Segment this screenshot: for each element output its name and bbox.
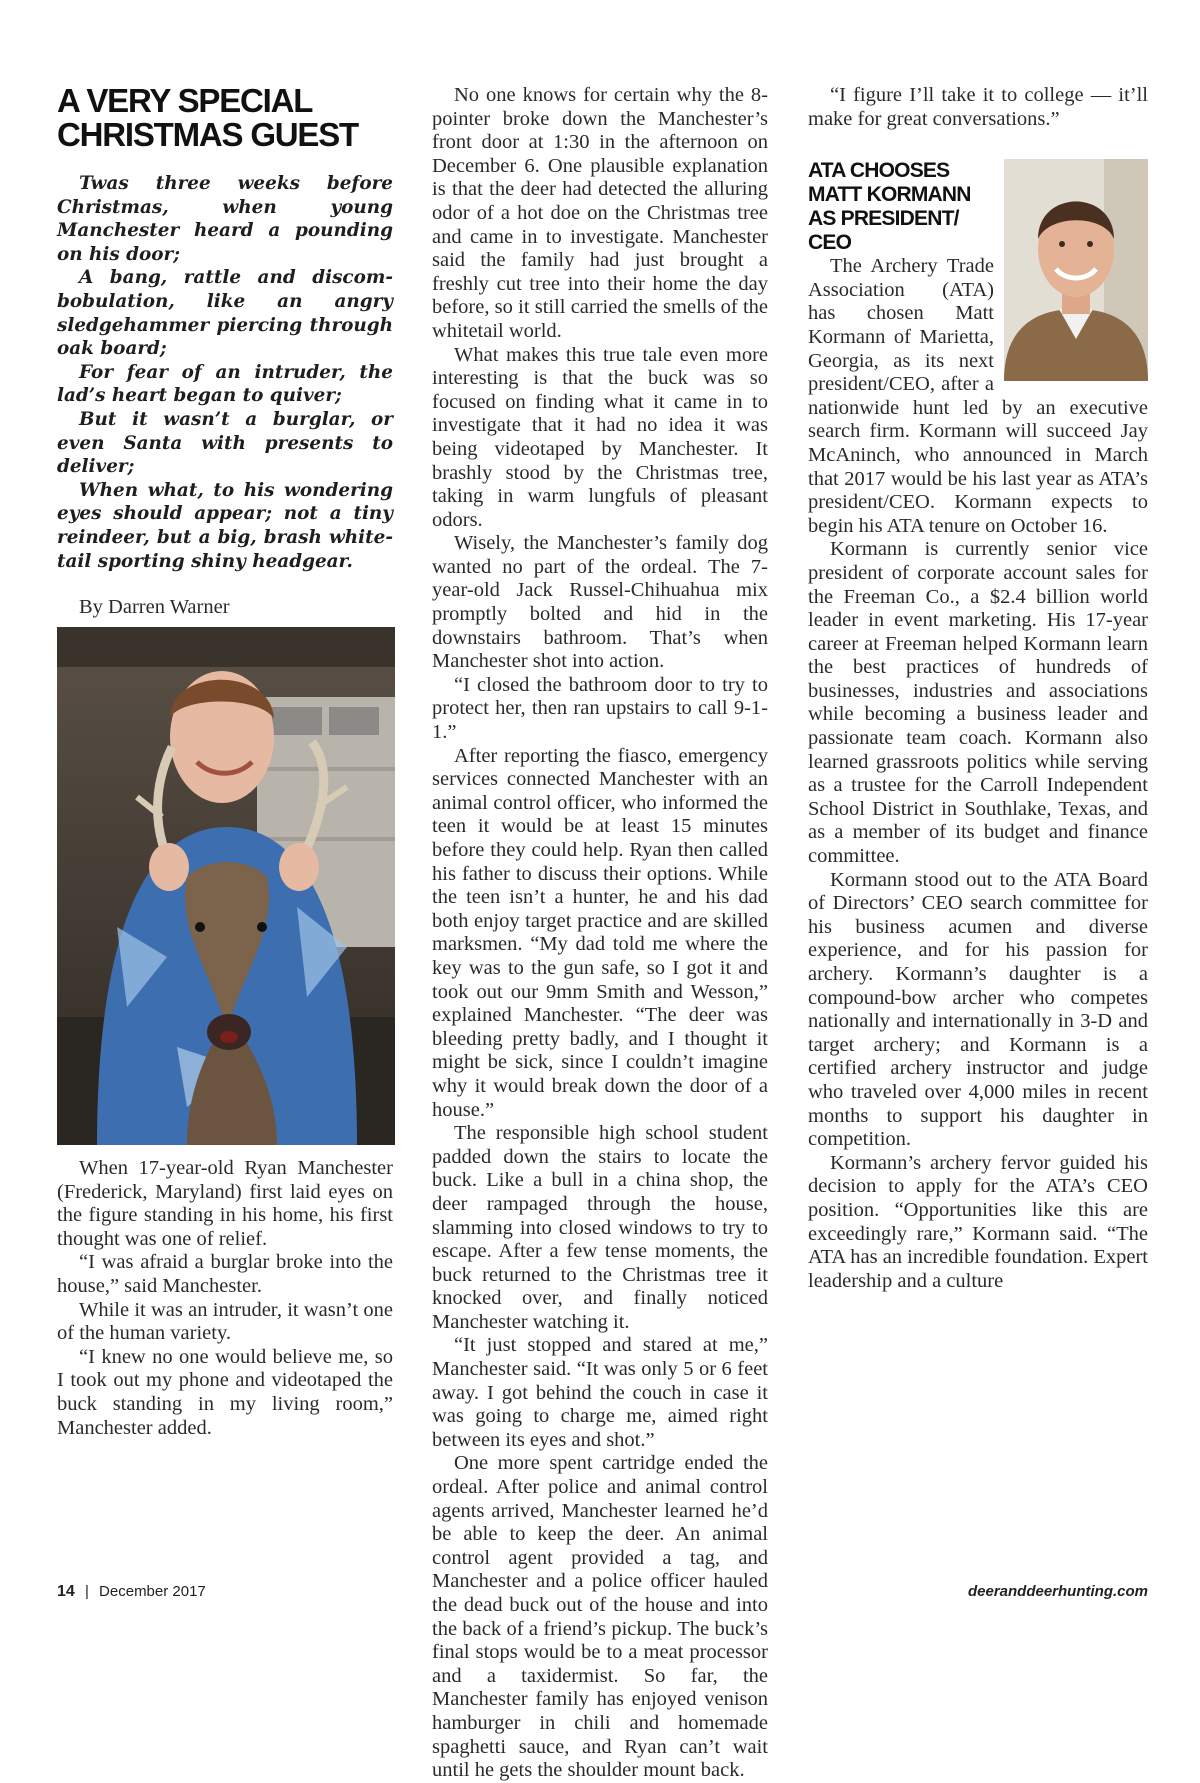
sidebar-paragraph: Kormann stood out to the ATA Board of Directors’ CEO search committee for his business acumen and diverse experience, and for his passion for archery. Kormann’s daughter is a compound-bow archer who competes nationally and internationally in 3-D and target archery; and Kormann is a certified archery instructor and judge who traveled over 4,000 miles in recent months to support his daughter in competition. bbox=[808, 868, 1148, 1151]
sidebar-story bbox=[808, 159, 1148, 538]
intro-poem bbox=[57, 172, 393, 573]
footer-separator: | bbox=[84, 1583, 89, 1600]
article-paragraph: No one knows for certain why the 8-pointer broke down the Manchester’s front door at 1:30 in the afternoon on December 6. One plausible explanation is that the deer had detected the alluring odor of a hot doe on the Christmas tree and came in to investigate. Manchester said the family had just brought a freshly cut tree into their home the day before, so it still carried the smells of the whitetail world. bbox=[432, 84, 768, 342]
sidebar-paragraph: Kormann is currently senior vice president of corporate account sales for the Freeman Co., a $2.4 billion world leader in event marketing. His 17-year career at Freeman helped Kormann learn the best practices of hundreds of businesses, industries and associations while becoming a business leader and passionate team coach. Kormann also learned grassroots politics while serving as a trustee for the Carroll Independent School District in Southlake, Texas, and as a member of its budget and finance committee. bbox=[808, 538, 1148, 868]
deer-photo-illustration bbox=[57, 627, 395, 1145]
issue-date: December 2017 bbox=[99, 1583, 206, 1600]
website-url: deeranddeerhunting.com bbox=[967, 1583, 1148, 1600]
article-paragraph: “I figure I’ll take it to college — it’ll make for great conversations.” bbox=[808, 84, 1148, 130]
portrait-illustration bbox=[1004, 159, 1148, 381]
article-paragraph: After reporting the fiasco, emergency services connected Manchester with an animal control officer, who informed the teen it would be at least 15 minutes before they could help. Ryan then called his father to discuss their options. While the teen isn’t a hunter, he and his dad both enjoy target practice and are skilled marksmen. “My dad told me where the key was to the gun safe, so I got it and took out our 9mm Smith and Wesson,” explained Manchester. “The deer was bleeding pretty badly, and I thought it might be sick, since I couldn’t imagine why it would break down the door of a house.” bbox=[432, 744, 768, 1121]
poem-stanza: When what, to his wondering eyes should appear; not a tiny reindeer, but a big, brash whitetail sporting shiny headgear. bbox=[57, 479, 393, 572]
article-paragraph: What makes this true tale even more interesting is that the buck was so focused on finding what it came in to investigate that it had no idea it was being videotaped by Manchester. It brashly stood by the Christmas tree, taking in warm lungfuls of pleasant odors. bbox=[432, 343, 768, 531]
article-paragraph: “I closed the bathroom door to try to protect her, then ran upstairs to call 9-1-1.” bbox=[432, 673, 768, 744]
article-paragraph: When 17-year-old Ryan Manchester (Frederick, Maryland) first laid eyes on the figure standing in his home, his first thought was one of relief. bbox=[57, 1157, 393, 1250]
page-number: 14 bbox=[57, 1583, 75, 1600]
article-headline: A VERY SPECIAL CHRISTMAS GUEST bbox=[57, 82, 359, 153]
page-footer-left bbox=[57, 1583, 206, 1601]
sidebar-paragraph: The Archery Trade Association (ATA) has chosen Matt Kormann of Marietta, Georgia, as its next president/CEO, after a nationwide hunt led by an executive search firm. Kormann will succeed Jay McAninch, who announced in March that 2017 would be his last year as ATA’s president/CEO. Kormann expects to begin his ATA tenure on October 16. bbox=[808, 255, 1148, 537]
article-paragraph: “I knew no one would believe me, so I took out my phone and videotaped the buck standing in my living room,” Manchester added. bbox=[57, 1345, 393, 1439]
article-paragraph: One more spent cartridge ended the ordeal. After police and animal control agents arrived, Manchester learned he’d be able to keep the deer. An animal control agent provided a tag, and Manchester and a police officer hauled the dead buck out of the house and into the back of a friend’s pickup. The buck’s final stops would be to a meat processor and a taxidermist. So far, the Manchester family has enjoyed venison hamburger in chili and homemade spaghetti sauce, and Ryan can’t wait until he gets the shoulder mount back. bbox=[432, 1452, 768, 1782]
poem-stanza: Twas three weeks before Christmas, when young Manchester heard a pounding on his door; bbox=[57, 173, 393, 265]
article-column-1 bbox=[57, 84, 393, 1440]
article-column-2 bbox=[432, 84, 768, 1783]
article-paragraph: “I was afraid a burglar broke into the house,” said Manchester. bbox=[57, 1251, 393, 1298]
deer-photo bbox=[57, 627, 395, 1145]
article-paragraph: “It just stopped and stared at me,” Manchester said. “It was only 5 or 6 feet away. I got behind the couch in case it was going to charge me, aimed right between its eyes and shot.” bbox=[432, 1334, 768, 1451]
poem-stanza: But it wasn’t a burglar, or even Santa with presents to deliver; bbox=[57, 408, 393, 478]
sidebar-paragraph: Kormann’s archery fervor guided his decision to apply for the ATA’s CEO position. “Opportunities like this are exceedingly rare,” Kormann said. “The ATA has an incredible foundation. Expert leadership and a culture bbox=[808, 1151, 1148, 1292]
poem-stanza: A bang, rattle and discombobulation, like an angry sledgehammer piercing through oak board; bbox=[57, 267, 393, 360]
article-paragraph: Wisely, the Manchester’s family dog wanted no part of the ordeal. The 7-year-old Jack Russel-Chihuahua mix promptly bolted and hid in the downstairs bathroom. That’s when Manchester shot into action. bbox=[432, 532, 768, 673]
poem-stanza: For fear of an intruder, the lad’s heart began to quiver; bbox=[57, 361, 393, 407]
article-column-3 bbox=[808, 84, 1148, 1293]
article-paragraph: The responsible high school student padded down the stairs to locate the buck. Like a bull in a china shop, the deer rampaged through the house, slamming into closed windows to try to escape. After a few tense moments, the buck returned to the Christmas tree it knocked over, and finally noticed Manchester watching it. bbox=[432, 1122, 768, 1333]
sidebar-headline: ATA CHOOSES MATT KORMANN AS PRESIDENT/ CEO bbox=[808, 159, 971, 255]
article-paragraph: While it was an intruder, it wasn’t one of the human variety. bbox=[57, 1298, 393, 1345]
byline: By Darren Warner bbox=[79, 596, 230, 619]
kormann-portrait bbox=[1004, 159, 1148, 381]
